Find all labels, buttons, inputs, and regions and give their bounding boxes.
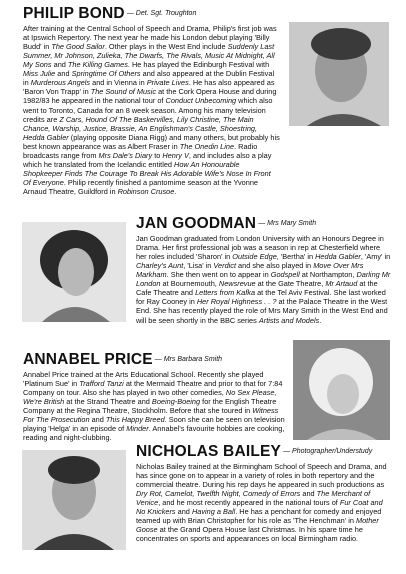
- actor-name-text: NICHOLAS BAILEY: [136, 443, 282, 461]
- bio-title: Darling Mr London: [136, 270, 391, 289]
- actor-name-text: PHILIP BOND: [23, 5, 125, 23]
- actor-name: [23, 352, 293, 368]
- bio-title: Springtime Of Others: [71, 69, 141, 79]
- actor-bio: Jan Goodman graduated from London University with an Honours Degree in Drama. Her first professional job was a season in rep at Chesterfield where her roles included 'Sharon' in Outside Edge, 'Bertha' in Hedda Gabler, 'Amy' in Charley's Aunt, 'Lisa' in Verdict and she also played in Move Over Mrs Markham. She then went on to appear in Godspell at Northampton, Darling Mr London at Bournemouth, Newsrevue at the Gate Theatre, Mr Artaud at the Cafe Theatre and Letters from Kafka at the Tel Aviv Festival. She last worked for Ray Cooney in Her Royal Highness . . ? at the Palace Theatre in the West End. She has recently played the role of Mrs Mary Smith in the West End and will be seen shortly in the BBC series Artists and Models.: [136, 234, 391, 325]
- photo-nicholas-bailey: [22, 450, 126, 550]
- actor-bio: Annabel Price trained at the Arts Educational School. Recently she played 'Platinum Sue' in Trafford Tanzi at the Mermaid Theatre and prior to that for 7:84 Company on tour. Also she has played in two other comedies, No Sex Please, We're British at the Strand Theatre and Boeing-Boeing for the English Theatre Company at the Regina Theatre, Stockholm. Before that she toured in Witness For The Prosecution and This Happy Breed. Soon she can be seen on television playing 'Helga' in an episode of Minder. Annabel's favourite hobbies are cooking, reading and night-clubbing.: [23, 370, 285, 443]
- bio-title: The Merchant of Venice: [136, 489, 371, 508]
- bio-title: Henry V: [162, 150, 189, 160]
- bio-title: Newsrevue: [218, 279, 256, 289]
- character-role: — Mrs Barbara Smith: [154, 356, 223, 363]
- bio-title: Z Cars, Hound Of The Baskervilles, Lily Christine, The Main Chance, Warship, Justice, Brassie, An Englishman's Castle, Shoestring, Hedda Gabler: [23, 114, 258, 142]
- bio-title: Boeing-Boeing: [151, 397, 201, 407]
- bio-title: Verdict: [213, 261, 237, 271]
- actor-name: [136, 444, 392, 460]
- bio-title: Fur Coat and No Knickers: [136, 498, 383, 517]
- actor-name: [23, 6, 389, 22]
- bio-title: Charley's Aunt: [136, 261, 184, 271]
- bio-title: Conduct Unbecoming: [165, 96, 237, 106]
- bio-title: Dry Rot, Camelot, Twelfth Night, Comedy of Errors: [136, 489, 301, 499]
- bio-title: How An Honourable Shopkeeper Finds The Courage To Break His Adorable Wife's Nose In Front Of Everyone: [23, 159, 271, 187]
- bio-title: Robinson Crusoe: [117, 186, 175, 196]
- bio-title: Trafford Tanzi: [79, 379, 124, 389]
- bio-title: Miss Julie: [23, 69, 56, 79]
- bio-title: Outside Edge: [232, 252, 277, 262]
- bio-title: The Killing Games: [67, 60, 128, 70]
- bio-title: No Sex Please, We're British: [23, 388, 277, 407]
- bio-title: Private Lives: [146, 78, 189, 88]
- actor-bio: Nicholas Bailey trained at the Birmingham School of Speech and Drama, and has since gone on to appear in a variety of roles in both repertory and the commercial theatre. During his rep days he appeared in such productions as Dry Rot, Camelot, Twelfth Night, Comedy of Errors and The Merchant of Venice, and he most recently appeared in the national tours of Fur Coat and No Knickers and Having a Ball. He has a penchant for comedy and enjoyed teamed up with Brian Christopher for his role as 'The Henchman' in Mother Goose at the Grand Opera House last Christmas. In his spare time he concentrates on sports and appearances on local Birmingham radio.: [136, 462, 387, 544]
- bio-title: Mother Goose: [136, 516, 379, 535]
- actor-name: [136, 216, 392, 232]
- bio-title: This Happy Breed: [105, 415, 165, 425]
- bio-title: Murderous Angels: [30, 78, 91, 88]
- actor-name-text: ANNABEL PRICE: [23, 351, 153, 369]
- bio-title: The Good Sailor: [51, 42, 105, 52]
- actor-name-text: JAN GOODMAN: [136, 215, 257, 233]
- bio-title: Witness For The Prosecution: [23, 406, 279, 425]
- actor-bio: After training at the Central School of Speech and Drama, Philip's first job was at Ipswich Repertory. The next year he made his London debut playing 'Billy Budd' in The Good Sailor. Other plays in the West End include Suddenly Last Summer, Mr Johnson, Zulieka, The Dwarfs, The Rivals, Music At Midnight, All My Sons and The Killing Games. He has played the Edinburgh Festival with Miss Julie and Springtime Of Others and also appeared at the Dublin Festival in Murderous Angels and in Vienna in Private Lives. He has also appeared as 'Baron Von Trapp' in The Sound of Music at the Cork Opera House and during 1982/83 he appeared in the national tour of Conduct Unbecoming which also went to Toronto, Canada for an 8 week season. Among his many television credits are Z Cars, Hound Of The Baskervilles, Lily Christine, The Main Chance, Warship, Justice, Brassie, An Englishman's Castle, Shoestring, Hedda Gabler (playing opposite Diana Rigg) and many others, but probably his best known appearance was as Albert Fraser in The Onedin Line. Radio broadcasts range from Mrs Dale's Diary to Henry V, and includes also a play which he translated from the Icelandic entitled How An Honourable Shopkeeper Finds The Courage To Break His Adorable Wife's Nose In Front Of Everyone. Philip recently finished a pantomime season at the Yvonne Arnaud Theatre, Guildford in Robinson Crusoe.: [23, 24, 280, 196]
- bio-title: Mrs Dale's Diary: [98, 150, 153, 160]
- bio-title: Mr Artaud: [325, 279, 358, 289]
- bio-title: Move Over Mrs Markham: [136, 261, 364, 280]
- photo-philip-bond: [289, 22, 389, 126]
- bio-title: Artists and Models: [258, 315, 320, 325]
- bio-annabel-price: [23, 352, 293, 442]
- character-role: — Mrs Mary Smith: [258, 220, 317, 227]
- bio-title: Minder: [126, 424, 149, 434]
- character-role: — Photographer/Understudy: [283, 448, 373, 455]
- photo-annabel-price: [293, 340, 390, 440]
- bio-title: Godspell: [270, 270, 300, 280]
- photo-jan-goodman: [22, 222, 126, 322]
- bio-title: Her Royal Highness . . ?: [196, 297, 277, 307]
- bio-title: The Onedin Line: [179, 141, 235, 151]
- character-role: — Det. Sgt. Troughton: [126, 10, 197, 17]
- bio-title: Letters from Kafka: [195, 288, 256, 298]
- bio-title: Hedda Gabler: [315, 252, 361, 262]
- bio-title: The Sound of Music: [90, 87, 157, 97]
- bio-jan-goodman: [136, 216, 392, 325]
- bio-title: Suddenly Last Summer, Mr Johnson, Zulieka, The Dwarfs, The Rivals, Music At Midnight, All My Sons: [23, 42, 275, 70]
- bio-nicholas-bailey: [136, 444, 392, 544]
- bio-title: Having a Ball: [191, 507, 236, 517]
